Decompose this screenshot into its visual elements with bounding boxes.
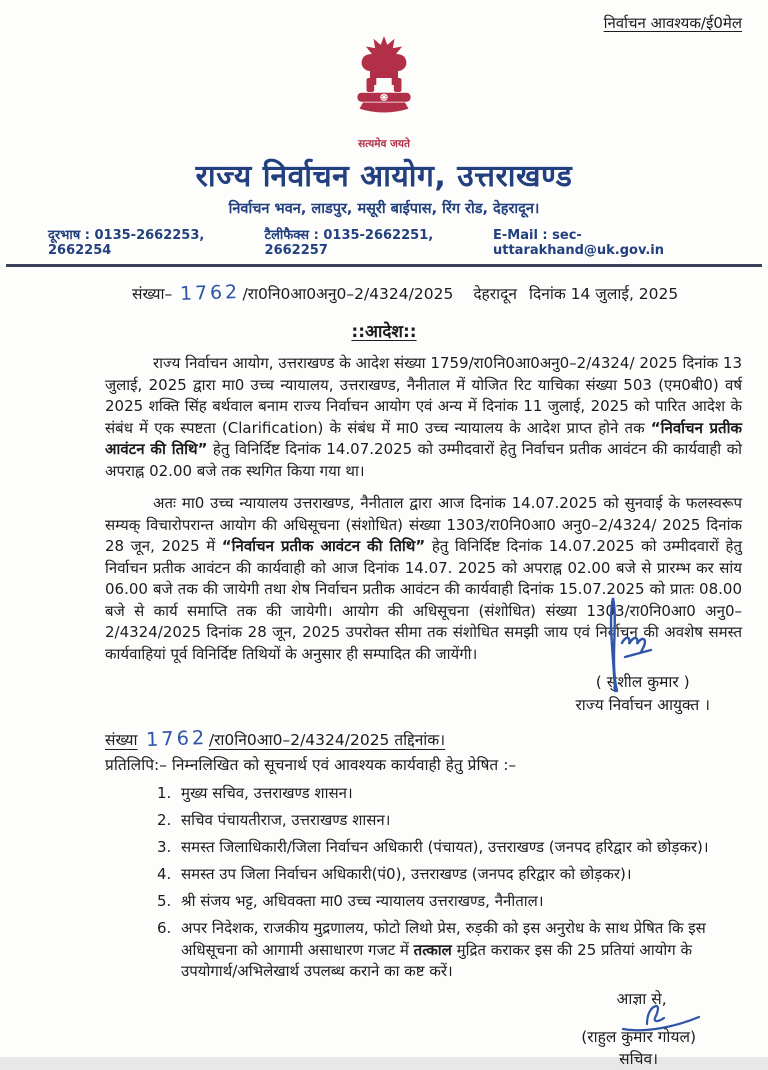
item-number: 5. [157,892,172,910]
item-number: 2. [157,811,172,829]
item-text: श्री संजय भट्ट, अधिवक्ता मा0 उच्च न्यायालय उत्तराखण्ड, नैनीताल। [181,892,544,910]
reference-line [132,282,768,304]
order-paragraph-2: अतः मा0 उच्च न्यायालय उत्तराखण्ड, नैनीताल द्वारा आज दिनांक 14.07.2025 को सुनवाई के फलस्वरूप सम्यक् विचारोपरान्त आयोग की अधिसूचना (संशोधित) संख्या 1303/रा0नि0आ0 अनु0–2/4324/ 2025 दिनांक 28 जून, 2025 में “निर्वाचन प्रतीक आवंटन की तिथि” हेतु विनिर्दिष्ट दिनांक 14.07.2025 को उम्मीदवारों हेतु निर्वाचन प्रतीक आवंटन की कार्यवाही को आज दिनांक 14.07. 2025 को अपराह्न 02.00 बजे से प्रारम्भ कर सांय 06.00 बजे तक की जायेगी तथा शेष निर्वाचन प्रतीक आवंटन की कार्यवाही दिनांक 15.07.2025 को प्रातः 08.00 बजे से कार्य समाप्ति तक की जायेगी। आयोग की अधिसूचना (संशोधित) संख्या 1303/रा0नि0आ0 अनु0–2/4324/2025 दिनांक 28 जून, 2025 उपरोक्त सीमा तक संशोधित समझी जाय एवं निर्वाचन की अवशेष समस्त कार्यवाहियां पूर्व विनिर्दिष्ट तिथियों के अनुसार ही सम्पादित की जायेंगी। [105,494,742,663]
ref-label: संख्या– [132,285,173,303]
national-emblem [0,33,768,150]
order-paragraph-1: राज्य निर्वाचन आयोग, उत्तराखण्ड के आदेश संख्या 1759/रा0नि0आ0अनु0–2/4324/ 2025 दिनांक 13 जुलाई, 2025 द्वारा मा0 उच्च न्यायालय, उत्तराखण्ड, नैनीताल में योजित रिट याचिका संख्या 503 (एम0बी0) वर्ष 2025 शक्ति सिंह बर्थवाल बनाम राज्य निर्वाचन आयोग एवं अन्य में दिनांक 11 जुलाई, 2025 को पारित आदेश के संबंध में एक स्पष्टता (Clarification) के संबंध में मा0 उच्च न्यायालय के आदेश प्राप्त होने तक “निर्वाचन प्रतीक आवंटन की तिथि” हेतु विनिर्दिष्ट दिनांक 14.07.2025 को उम्मीदवारों हेतु निर्वाचन प्रतीक आवंटन की कार्यवाही को अपराह्न 02.00 बजे तक स्थगित किया गया था। [105,354,742,480]
header-divider [6,264,762,267]
list-item [157,837,742,859]
fax-label: टैलीफैक्स : 0135-2662251, 2662257 [264,228,434,258]
mail-note [0,0,768,33]
item-text: सचिव पंचायतीराज, उत्तराखण्ड शासन। [181,811,391,829]
item-text: मुख्य सचिव, उत्तराखण्ड शासन। [181,784,353,802]
list-item [157,891,742,913]
commission-address: निर्वाचन भवन, लाडपुर, मसूरी बाईपास, रिंग रोड, देहरादून। [228,201,540,217]
copy-ref-label: संख्या [105,731,138,749]
list-item [157,918,742,983]
secretary-designation: सचिव। [619,1050,658,1068]
contact-row [0,218,768,258]
commissioner-name: ( सुशील कुमार ) [595,673,690,691]
item-number: 4. [157,865,172,883]
item-number: 3. [157,838,172,856]
by-order-text: आज्ञा से, [616,990,667,1008]
ashoka-emblem-icon [342,33,426,137]
item-number: 1. [157,784,172,802]
list-item [157,783,742,805]
list-item [157,864,742,886]
signature-block-secretary [581,988,696,1070]
copy-ref-text [105,725,446,752]
copy-intro: प्रतिलिपि:– निम्नलिखित को सूचनार्थ एवं आवश्यक कार्यवाही हेतु प्रेषित :– [105,756,517,774]
item-text: समस्त जिलाधिकारी/जिला निर्वाचन अधिकारी (पंचायत), उत्तराखण्ड (जनपद हरिद्वार को छोड़कर)। [181,838,709,856]
mail-note-text: निर्वाचन आवश्यक/ई0मेल [603,14,742,32]
ref-number-rest: /रा0नि0आ0अनु0–2/4324/2025 [242,285,454,303]
copy-distribution-list [157,783,742,983]
phone-label: दूरभाष : 0135-2662253, 2662254 [48,228,205,258]
item-text: अपर निदेशक, राजकीय मुद्रणालय, फोटो लिथो प्रेस, रुड़की को इस अनुरोध के साथ प्रेषित कि इस अधिसूचना को आगामी असाधारण गजट में तत्काल मुद्रित कराकर इस की 25 प्रतियां आयोग के उपयोगार्थ/अभिलेखार्थ उपलब्ध कराने का कष्ट करें। [181,919,706,980]
ref-date: दिनांक 14 जुलाई, 2025 [528,285,679,303]
ref-place: देहरादून [473,285,517,303]
commissioner-designation: राज्य निर्वाचन आयुक्त । [575,696,710,714]
item-number: 6. [157,919,172,937]
copy-ref-handwritten-number: 1762 [145,725,208,752]
copy-ref-rest: /रा0नि0आ0–2/4324/2025 तद्दिनांक। [208,731,446,749]
item-text: समस्त उप जिला निर्वाचन अधिकारी(पं0), उत्तराखण्ड (जनपद हरिद्वार को छोड़कर)। [181,865,632,883]
list-item [157,810,742,832]
order-heading-text: ::आदेश:: [351,322,417,342]
order-heading [0,319,768,342]
commission-title: राज्य निर्वाचन आयोग, उत्तराखण्ड [195,159,573,194]
emblem-motto: सत्यमेव जयते [358,138,410,150]
ref-handwritten-number: 1762 [179,280,241,306]
secretary-name: (राहुल कुमार गोयल) [581,1028,696,1046]
email-label: E-Mail : sec-uttarakhand@uk.gov.in [493,228,665,258]
signature-block-commissioner [575,671,710,717]
copy-reference-line [105,727,768,750]
